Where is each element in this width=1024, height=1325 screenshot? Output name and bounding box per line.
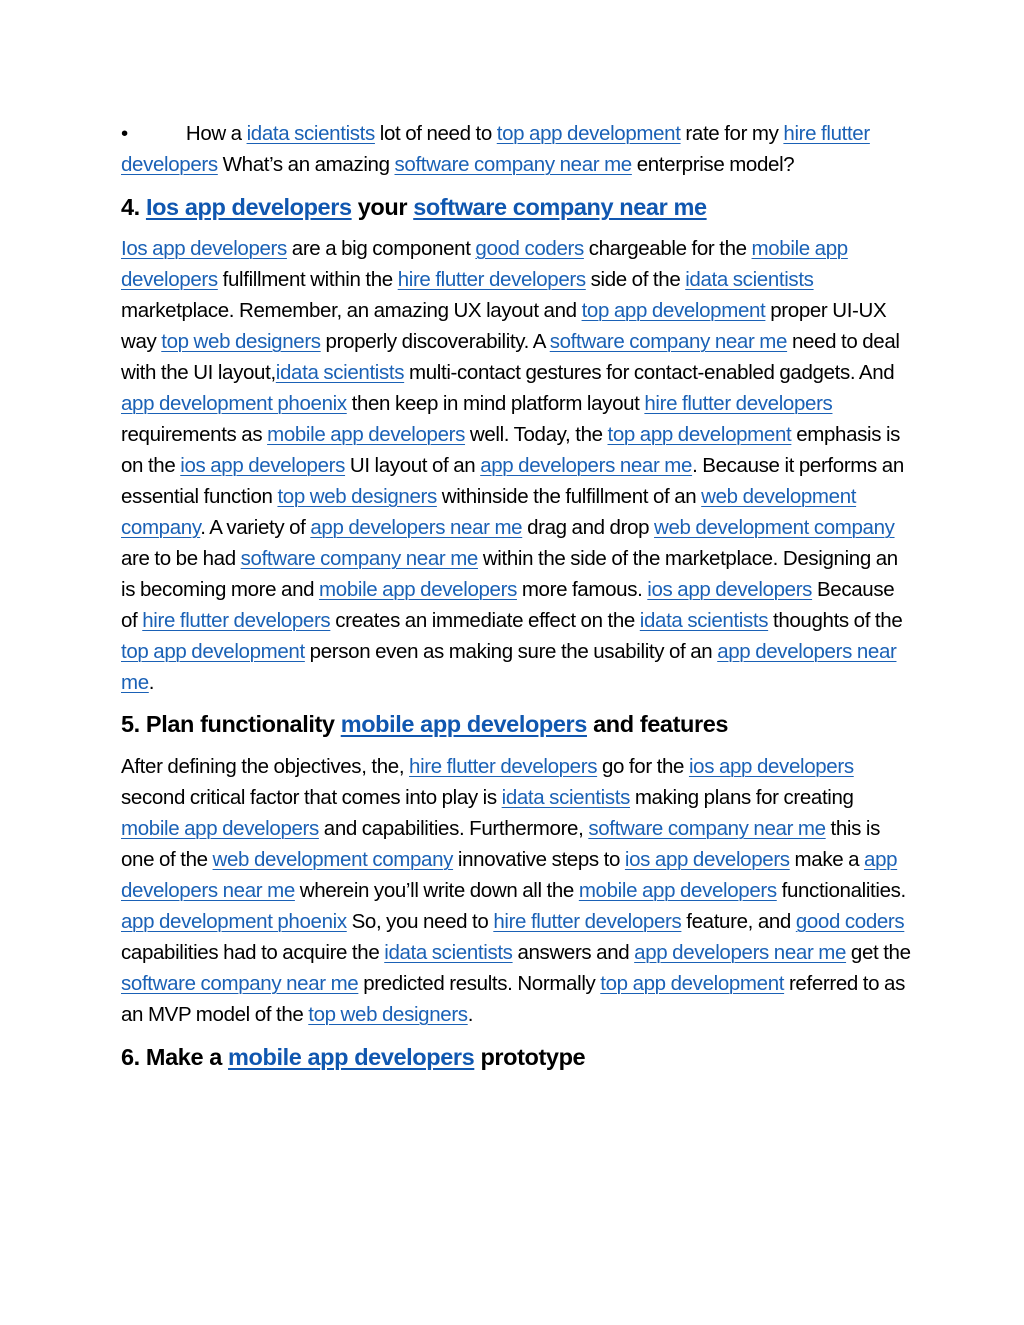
body-text: more famous.	[516, 578, 648, 601]
keyword-link[interactable]: idata scientists	[246, 122, 375, 145]
keyword-link[interactable]: hire flutter developers	[142, 609, 331, 632]
keyword-link[interactable]: ios app developers	[180, 454, 346, 477]
section-heading-4	[121, 192, 911, 222]
body-text: . Because it performs an essential function	[121, 454, 904, 508]
keyword-link[interactable]: web development company	[654, 516, 895, 539]
keyword-link[interactable]: idata scientists	[639, 609, 769, 632]
bullet-icon: •	[121, 122, 128, 145]
keyword-link[interactable]: mobile app developers	[121, 817, 319, 840]
keyword-link[interactable]: hire flutter developers	[397, 268, 586, 291]
body-text: functionalities.	[776, 879, 906, 902]
body-text: need to deal with the UI layout,	[121, 330, 900, 384]
body-text: referred to as an MVP model of the	[121, 972, 905, 1026]
body-text: making plans for creating	[629, 786, 854, 809]
keyword-link[interactable]: software company near me	[394, 153, 632, 176]
body-text: emphasis is on the	[121, 423, 901, 477]
body-text: drag and drop	[522, 516, 655, 539]
keyword-link[interactable]: top app development	[121, 640, 305, 663]
keyword-link[interactable]: idata scientists	[384, 941, 513, 964]
keyword-link[interactable]: mobile app developers	[340, 711, 587, 737]
body-text: wherein you’ll write down all the	[294, 879, 579, 902]
section-paragraph-4	[121, 233, 911, 698]
keyword-link[interactable]: app developers near me	[634, 941, 847, 964]
keyword-link[interactable]: idata scientists	[685, 268, 814, 291]
keyword-link[interactable]: mobile app developers	[267, 423, 466, 446]
keyword-link[interactable]: good coders	[795, 910, 905, 933]
body-text: are to be had	[121, 547, 241, 570]
keyword-link[interactable]: idata scientists	[275, 361, 405, 384]
body-text: properly discoverability. A	[320, 330, 550, 353]
body-text: 5. Plan functionality	[121, 711, 341, 737]
body-text: Because of	[121, 578, 895, 632]
keyword-link[interactable]: top app development	[607, 423, 792, 446]
keyword-link[interactable]: ios app developers	[647, 578, 813, 601]
body-text: lot of need to	[374, 122, 497, 145]
body-text: . A variety of	[200, 516, 311, 539]
keyword-link[interactable]: mobile app developers	[319, 578, 517, 601]
body-text: innovative steps to	[453, 848, 625, 871]
keyword-link[interactable]: software company near me	[588, 817, 826, 840]
section-heading-6	[121, 1042, 911, 1072]
keyword-link[interactable]: mobile app developers	[578, 879, 777, 902]
keyword-link[interactable]: mobile app developers	[121, 237, 848, 291]
body-text: So, you need to	[346, 910, 494, 933]
bullet-paragraph	[121, 118, 911, 180]
body-text: person even as making sure the usability of an	[304, 640, 718, 663]
body-text: chargeable for the	[583, 237, 752, 260]
body-text: predicted results. Normally	[358, 972, 601, 995]
keyword-link[interactable]: app developers near me	[121, 848, 898, 902]
body-text: .	[467, 1003, 474, 1026]
keyword-link[interactable]: Ios app developers	[121, 237, 287, 260]
keyword-link[interactable]: hire flutter developers	[409, 755, 598, 778]
keyword-link[interactable]: top web designers	[277, 485, 437, 508]
body-text: UI layout of an	[345, 454, 481, 477]
body-text: and features	[586, 711, 729, 737]
keyword-link[interactable]: idata scientists	[501, 786, 630, 809]
keyword-link[interactable]: top app development	[600, 972, 785, 995]
body-text: answers and	[512, 941, 635, 964]
keyword-link[interactable]: hire flutter developers	[121, 122, 870, 176]
body-text: What’s an amazing	[217, 153, 395, 176]
body-text: second critical factor that comes into play is	[121, 786, 502, 809]
keyword-link[interactable]: web development company	[121, 485, 857, 539]
body-text: your	[351, 194, 414, 220]
body-text: are a big component	[286, 237, 476, 260]
body-text: 4.	[121, 194, 146, 220]
body-text: proper UI-UX way	[121, 299, 887, 353]
keyword-link[interactable]: hire flutter developers	[493, 910, 682, 933]
keyword-link[interactable]: hire flutter developers	[644, 392, 833, 415]
body-text: well. Today, the	[465, 423, 608, 446]
keyword-link[interactable]: software company near me	[413, 194, 707, 220]
body-text: feature, and	[681, 910, 796, 933]
body-text: thoughts of the	[768, 609, 903, 632]
body-text: make a	[789, 848, 865, 871]
body-text: within the side of the marketplace. Designing an is becoming more and	[121, 547, 898, 601]
keyword-link[interactable]: ios app developers	[688, 755, 854, 778]
body-text: capabilities had to acquire the	[121, 941, 385, 964]
keyword-link[interactable]: app developers near me	[480, 454, 693, 477]
keyword-link[interactable]: top web designers	[308, 1003, 468, 1026]
body-text: .	[148, 671, 155, 694]
document-page	[121, 118, 911, 1072]
body-text: get the	[846, 941, 911, 964]
body-text: multi-contact gestures for contact-enabled gadgets. And	[404, 361, 895, 384]
keyword-link[interactable]: software company near me	[549, 330, 788, 353]
keyword-link[interactable]: top web designers	[161, 330, 321, 353]
body-text: marketplace. Remember, an amazing UX layout and	[121, 299, 582, 322]
body-text: requirements as	[121, 423, 268, 446]
keyword-link[interactable]: mobile app developers	[228, 1044, 475, 1070]
body-text: creates an immediate effect on the	[330, 609, 640, 632]
keyword-link[interactable]: app development phoenix	[121, 910, 347, 933]
keyword-link[interactable]: web development company	[212, 848, 454, 871]
keyword-link[interactable]: software company near me	[240, 547, 478, 570]
body-text: withinside the fulfillment of an	[436, 485, 702, 508]
body-text: this is one of the	[121, 817, 880, 871]
body-text: rate for my	[680, 122, 784, 145]
body-text: prototype	[474, 1044, 586, 1070]
keyword-link[interactable]: good coders	[475, 237, 584, 260]
keyword-link[interactable]: software company near me	[121, 972, 359, 995]
keyword-link[interactable]: app development phoenix	[121, 392, 347, 415]
body-text: 6. Make a	[121, 1044, 229, 1070]
body-text: side of the	[585, 268, 686, 291]
section-heading-5	[121, 709, 911, 739]
section-paragraph-5	[121, 751, 911, 1030]
keyword-link[interactable]: app developers near me	[310, 516, 523, 539]
body-text: How a	[185, 122, 247, 145]
body-text: After defining the objectives, the,	[121, 755, 410, 778]
keyword-link[interactable]: Ios app developers	[145, 194, 352, 220]
keyword-link[interactable]: app developers near me	[121, 640, 897, 694]
body-text: go for the	[597, 755, 689, 778]
body-text: then keep in mind platform layout	[346, 392, 645, 415]
keyword-link[interactable]: top app development	[496, 122, 681, 145]
body-text: enterprise model?	[631, 153, 795, 176]
keyword-link[interactable]: top app development	[581, 299, 766, 322]
keyword-link[interactable]: ios app developers	[624, 848, 790, 871]
body-text: fulfillment within the	[217, 268, 398, 291]
body-text: and capabilities. Furthermore,	[318, 817, 589, 840]
